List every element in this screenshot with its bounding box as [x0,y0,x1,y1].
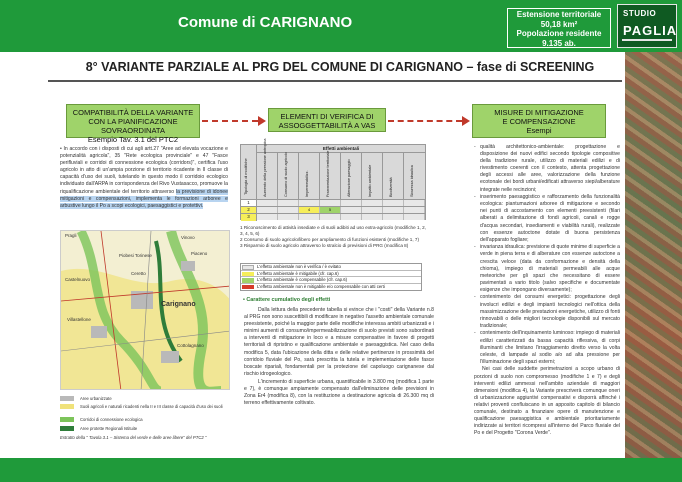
table-notes [240,225,426,249]
map-label: Piaceno [191,251,208,256]
legend-swatch [60,417,74,422]
table-column-header [341,153,362,199]
effects-table [240,138,426,220]
table-column-header [320,150,341,199]
column-label: Consumo di suolo agricolo [284,152,288,197]
table-row-header [241,145,257,199]
legend-swatch [242,285,254,290]
info-line: 50,18 km² [540,19,578,29]
table-cell [278,214,299,220]
table-cell [341,214,362,220]
table-note: 2 Consumo di suolo agricolo/libero per ampliamento di funzioni esistenti (modifiche 1, 7) [240,237,419,242]
table-column-header [278,153,299,199]
table-cell [320,214,341,220]
map-label: Pragli [65,233,77,238]
table-note: 1 Riconoscimento di attività insediate e di suoli adibiti ad uso extra-agricolo (modifiche 1, 2, 3, 4, 5, 6) [240,225,426,236]
box-line: COMPATIBILITÀ DELLA VARIANTE [72,108,194,117]
map-label: Villastellone [67,317,91,322]
table-header [241,138,425,199]
mitigation-closing-text: Nei casi delle suddette perimetrazioni a scopo urbano di porzioni di suolo non compromesso (modifiche 1 e 7) e degli interventi edilizi ammessi nell'ambito aziendale di maggiori dimensioni (modifica 4), la Variante prescriverà comunque oneri di urbanizzazione aggiuntivi compensativi e disporrà affinché i relativi proventi confluiscano in un apposito capitolo di bilancio comunale, destinato a finanziare opere di manutenzione e qualificazione paesaggistica e ambientale prioritariamente indirizzate ai territori ricompresi all'interno del Parco fluviale del Po e del Progetto "Corona Verde". [474,366,620,437]
footer-band [0,458,682,482]
legend-swatch [60,426,74,431]
dashed-arrow-line [202,120,258,122]
table-cell: 5 [320,207,341,213]
box-line: CON LA PIANIFICAZIONE SOVRAORDINATA [88,117,178,135]
list-item: - invarianza idraulica: previsione di quote minime di superficie a verde in piena terra e di alberature con essenze autoctone a crescita veloce (data da conformazione e densità della chioma), impiego di materiali permeabili alle acque meteoriche per gli spazi che necessitano di essere pavimentati a vario titolo (salvo specifiche e documentate esigenze che impongano diversamente); [474,244,620,294]
table-row [241,206,425,213]
column-label: Aumento della pressione antropica [263,138,267,197]
table-row [241,213,425,220]
info-line: Popolazione residente [516,29,602,38]
effects-legend-row [241,284,421,291]
row-header-label: Tipologia di modifiche [244,158,248,195]
aerial-photo-strip [625,52,682,458]
table-cell [404,214,425,220]
municipality-title: Comune di CARIGNANO [178,14,353,31]
table-column-header [362,153,383,199]
info-line: 9.135 ab. [542,38,576,48]
box-line: MISURE DI MITIGAZIONE [494,108,584,117]
legend-text: L'effetto ambientale è mitigabile (cfr. cap.6) [257,270,339,276]
map-label: Cottolagnano [177,343,204,348]
legend-swatch [242,278,254,283]
header-band [0,0,682,52]
table-note: 3 Risparmio di suolo agricolo attraverso lo stralcio di previsioni di PRG (modifica 8) [240,243,409,248]
cumulative-effects-text [244,307,434,408]
table-column-header [383,153,404,199]
map-label: Piobesi Torinese [119,253,152,258]
legend-text: L'effetto ambientale non è mitigabile e/o compensabile con atti certi [257,283,385,289]
legend-text: Aree protette Regionali Istituite [80,426,138,431]
mitigation-list [474,144,620,437]
ptc2-map [60,230,230,390]
map-label: Castelnuovo [65,277,91,282]
arrow-head [258,116,266,126]
legend-text: L'effetto ambientale non è verifica / è evitato [257,264,341,269]
list-item: - contenimento dell'inquinamento luminoso: impiego di materiali edilizi caratterizzati da bassa capacità riflessiva, di corpi illuminanti che limitano l'irraggiamento diretto verso la volta celeste, di lampade al sodio a/o ad alta pressione per l'illuminazione degli spazi esterni; [474,330,620,365]
cumulative-effects-heading: • Carattere cumulativo degli effetti [243,297,331,303]
table-column-header [299,153,320,199]
dashed-arrow-line [388,120,462,122]
info-line: Estensione territoriale [516,10,602,19]
vas-verification-box [268,108,386,132]
page-title: 8° VARIANTE PARZIALE AL PRG DEL COMUNE DI CARIGNANO – fase di SCREENING [85,60,595,74]
legend-text: L'effetto ambientale è compensabile (cfr. cap.6) [257,277,348,282]
compatibility-text-part: • In accordo con i disposti di cui agli artt.27 "Aree ad elevata vocazione e potenzialità agricola", 35 "Rete ecologica provinciale" e 47 "Fasce perifluviali e corridoi di connessione ecologica (corridors)", certifica l'uso agricolo in atto di un'ampia porzione di territorio ricadente in II classe di capacità d'uso dei suoli, tutelando in questo modo il corridoio ecologico individuato dall'ARPA in corrispondenza del Rivo Vustasacco, promuove la riqualificazione ambientale del territorio attraverso [60,146,228,195]
column-label: Impatto ambientale [368,164,372,197]
column-label: Sicurezza idraulica [410,165,414,197]
paragraph: L'incremento di superficie urbana, quantificabile in 3.800 mq (modifica 1 parte e 7), è comunque ampiamente compensato dall'eliminazione delle previsioni in Zona Er4 (modifica 8), con la restituzione a destinazione agricola di 26.300 mq di terreno effettivamente coltivato. [244,378,434,407]
logo-line-1: STUDIO [623,9,657,18]
box-line: ELEMENTI DI VERIFICA DI [280,112,374,121]
box-line: E COMPENSAZIONE [502,117,576,126]
logo-bar [622,39,672,41]
column-label: Impermeabilizz. [305,170,309,197]
list-item: - contenimento dei consumi energetici: progettazione degli involucri edilizi e degli impianti tecnologici nell'ottica della massimizzazione delle prestazioni energetiche, utilizzo di fonti rinnovabili o delle migliori tecnologie disponibili sul mercato tradizionale; [474,294,620,329]
row-label: 3 [241,214,257,221]
table-cell: 4 [299,207,320,213]
row-label: 2 [241,207,257,214]
studio-logo [617,4,677,48]
table-cell [257,214,278,220]
legend-swatch [60,404,74,409]
table-header-title: Effetti ambientali [257,145,425,153]
table-row [241,199,425,206]
box-line: Esempio Tav. 3.1 del PTC2 [87,135,179,144]
map-caption: Estratto della " Tavola 3.1 – Sistema del verde e delle aree libere" del PTC2 " [60,435,207,440]
paragraph: Dalla lettura della precedente tabella si evince che i "costi" della Variante n.8 al PRG non sono suscettibili di modificare in negativo l'assetto ambientale comunale preesistente, poiché la maggior parte delle modifiche interessa ambiti urbanizzati e i minimi aumenti di consumo/impermeabilizzazione di suolo previsti sono subordinati a interventi di mitigazione in loco e a misure compensative in favore di progetti territoriali di ripristino e qualificazione ambientale e paesaggistica. Nel caso della modifica 5, data l'ubicazione della ditta e delle relative pertinenze in prossimità del corridoio fluviale del Po, sarà prescritta la tutela e implementazione delle fasce boscate ripariali, fondamentali per la protezione del capoluogo carignanese dal rischio idrogeologico. [244,307,434,377]
box-line: Esempi [526,126,552,135]
effects-legend [240,263,422,291]
list-item: - qualità architettonico-ambientale: progettazione e disposizione dei nuovi edifici secondo tipologie compositive della tradizione rurale, utilizzo di materiali edilizi e di rivestimento coerenti con il contesto, attenta progettazione degli accessi alle aree, valorizzazione della funzione ecotonale dei bordi urbani/edificati attraverso siepi/alberature integrate nelle recinzioni; [474,144,620,194]
compatibility-box [66,104,200,144]
title-divider [48,80,622,82]
column-label: Frammentazione territoriale [326,150,330,197]
column-label: Alterazione paesaggio [347,159,351,197]
mitigation-box [472,104,606,138]
map-label: Vinovo [181,235,195,240]
table-cell [299,214,320,220]
legend-text: Suoli agricoli e naturali ricadenti nella II e III classe di capacità d'uso dei suoli [80,404,223,409]
arrow-head [462,116,470,126]
list-item: - inserimento paesaggistico e rafforzamento della funzionalità ecologica: piantumazioni arboree di mitigazione e secondo nei punti di accostamento con elementi preesistenti (filari alberati a delimitazione di fondi agricoli, canali e rogge d'acqua secondari, insediamenti e viabilità rurali), realizzate con essenze autoctone dotate di buona persistenza dell'apparato fogliare; [474,194,620,244]
legend-swatch [242,265,254,270]
legend-swatch [242,272,254,277]
logo-line-2: PAGLIA [623,23,678,38]
map-label: Ceretto [131,271,146,276]
compatibility-text [60,146,228,210]
legend-swatch [60,396,74,401]
table-cell [362,214,383,220]
map-label: Carignano [161,301,196,308]
box-line: ASSOGGETTABILITÀ A VAS [278,121,376,130]
compatibility-text-highlight: la previsione di idonee mitigazioni e compensazioni, implementa le formazioni arboree e arbustive lungo il Po a scopi ecologici, paesaggistici e protettivi. [60,188,228,209]
table-column-header [404,153,425,199]
legend-text: Corridoi di connessione ecologica [80,417,143,422]
row-label: 1 [241,200,257,207]
column-label: Biodiversità [389,177,393,197]
table-column-header [257,138,278,199]
legend-text: Aree urbanizzate [80,396,112,401]
table-cell [383,214,404,220]
territory-info-box [507,8,611,48]
